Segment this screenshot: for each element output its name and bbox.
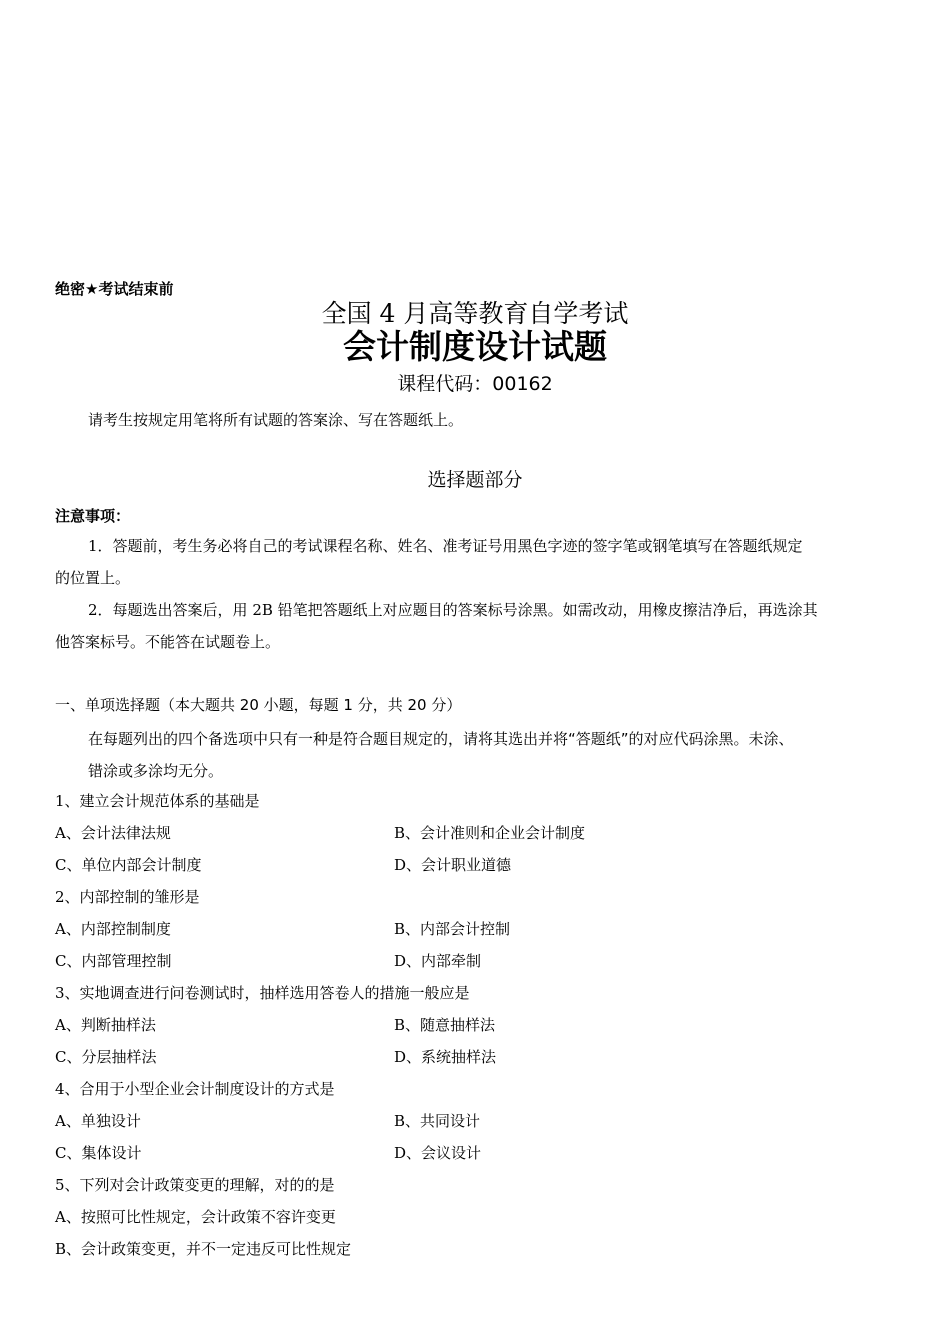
option-b: B、内部会计控制 [394, 920, 511, 938]
option-c: C、内部管理控制 [55, 952, 172, 970]
paper-title: 会计制度设计试题 [343, 327, 607, 366]
section-title: 选择题部分 [427, 469, 523, 491]
option-c: C、单位内部会计制度 [55, 856, 202, 874]
option-b: B、会计政策变更，并不一定违反可比性规定 [55, 1240, 352, 1258]
option-b: B、共同设计 [394, 1112, 481, 1130]
option-c: C、集体设计 [55, 1144, 142, 1162]
option-a: A、判断抽样法 [55, 1016, 156, 1034]
note-2-cont: 他答案标号。不能答在试题卷上。 [55, 633, 281, 651]
question-5: 5、下列对会计政策变更的理解，对的的是 [55, 1176, 335, 1194]
exam-title: 全国 4 月高等教育自学考试 [321, 299, 629, 328]
option-b: B、会计准则和企业会计制度 [394, 824, 586, 842]
option-a: A、会计法律法规 [55, 824, 171, 842]
note-1-cont: 的位置上。 [55, 569, 131, 587]
answer-instruction: 请考生按规定用笔将所有试题的答案涂、写在答题纸上。 [88, 411, 464, 429]
option-d: D、会计职业道德 [394, 856, 512, 874]
option-c: C、分层抽样法 [55, 1048, 157, 1066]
question-2: 2、内部控制的雏形是 [55, 888, 200, 906]
option-d: D、系统抽样法 [394, 1048, 497, 1066]
question-4: 4、合用于小型企业会计制度设计的方式是 [55, 1080, 335, 1098]
question-1: 1、建立会计规范体系的基础是 [55, 792, 260, 810]
option-a: A、内部控制制度 [55, 920, 171, 938]
part-desc-cont: 错涂或多涂均无分。 [88, 762, 224, 780]
part-title: 一、单项选择题（本大题共 20 小题，每题 1 分，共 20 分） [55, 696, 462, 714]
option-a: A、单独设计 [55, 1112, 141, 1130]
notes-title: 注意事项： [55, 507, 131, 525]
part-desc: 在每题列出的四个备选项中只有一种是符合题目规定的，请将其选出并将“答题纸”的对应代码涂黑。未涂、 [88, 730, 794, 748]
confidential-label: 绝密★考试结束前 [55, 280, 174, 298]
option-a: A、按照可比性规定，会计政策不容许变更 [55, 1208, 336, 1226]
option-d: D、会议设计 [394, 1144, 482, 1162]
option-b: B、随意抽样法 [394, 1016, 496, 1034]
course-code: 课程代码：00162 [397, 373, 553, 395]
note-1: 1．答题前，考生务必将自己的考试课程名称、姓名、准考证号用黑色字迹的签字笔或钢笔填写在答题纸规定 [88, 537, 803, 555]
option-d: D、内部牵制 [394, 952, 482, 970]
question-3: 3、实地调查进行问卷测试时，抽样选用答卷人的措施一般应是 [55, 984, 470, 1002]
note-2: 2．每题选出答案后，用 2B 铅笔把答题纸上对应题目的答案标号涂黑。如需改动，用橡皮擦洁净后，再选涂其 [88, 601, 818, 619]
